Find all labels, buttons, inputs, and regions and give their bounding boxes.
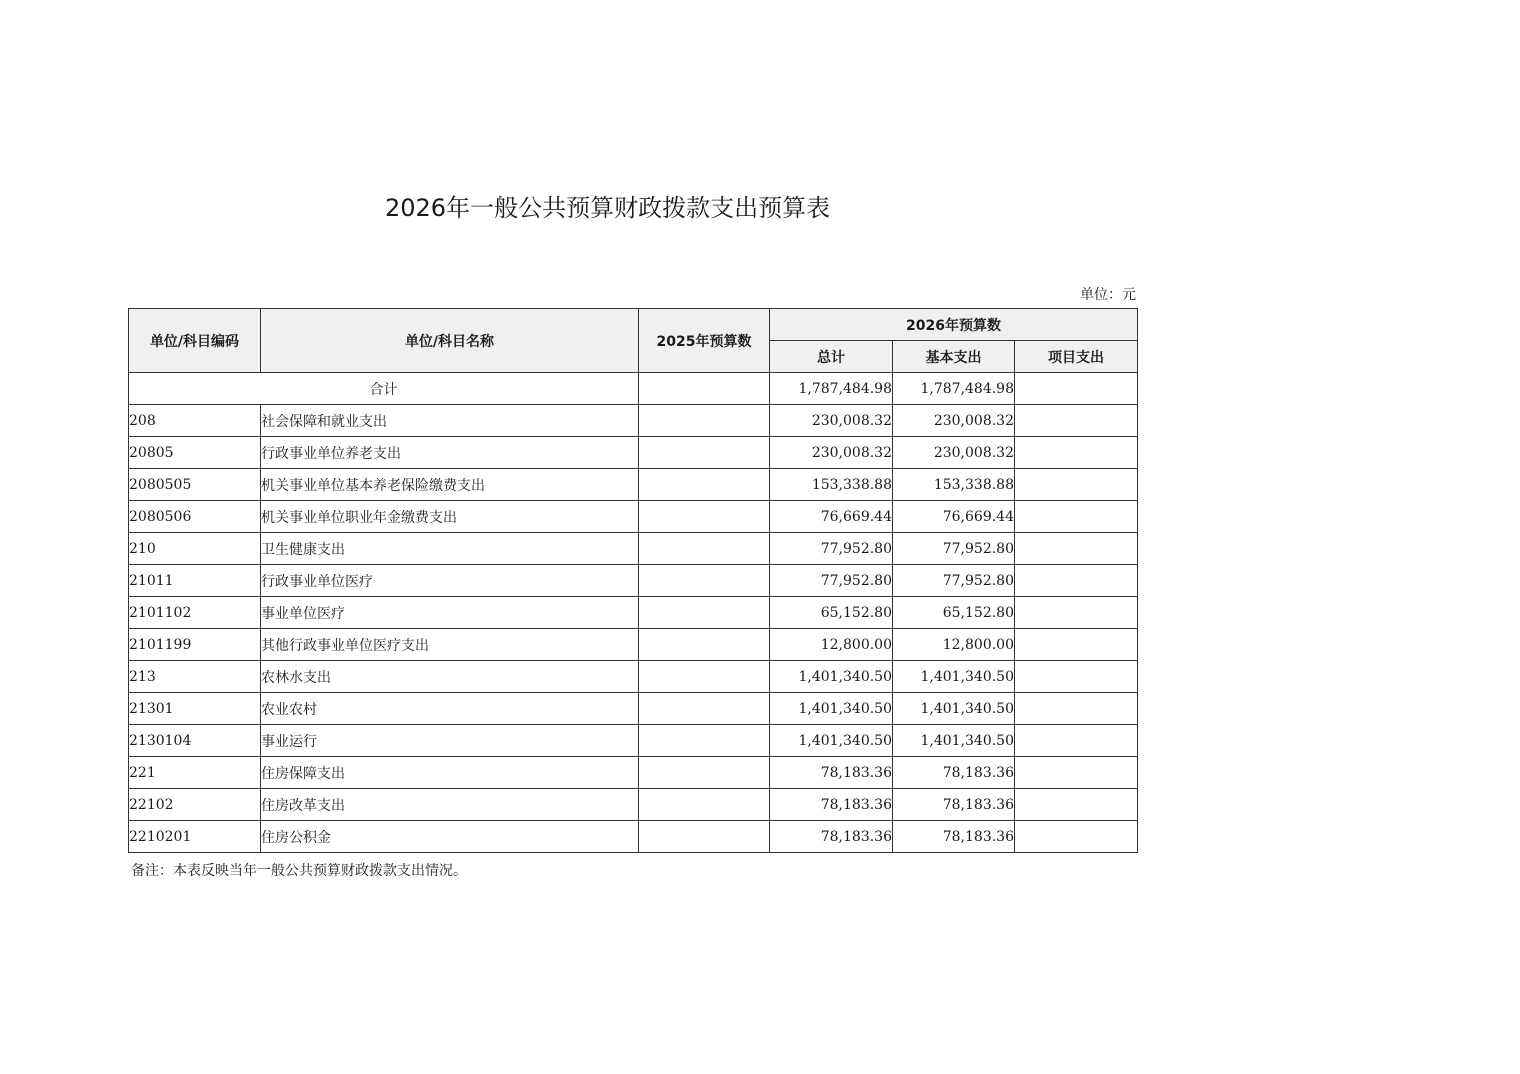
row-code: 22102 [129,789,261,821]
row-total: 12,800.00 [770,629,893,661]
row-name: 其他行政事业单位医疗支出 [261,629,639,661]
row-prev-budget [639,629,770,661]
row-project [1015,469,1138,501]
row-total: 78,183.36 [770,757,893,789]
header-basic: 基本支出 [893,341,1015,373]
total-basic: 1,787,484.98 [893,373,1015,405]
table-row [129,501,1138,533]
table-row [129,821,1138,853]
row-total: 230,008.32 [770,405,893,437]
row-name: 住房公积金 [261,821,639,853]
row-total: 1,401,340.50 [770,661,893,693]
row-prev-budget [639,693,770,725]
header-project: 项目支出 [1015,341,1138,373]
row-name: 卫生健康支出 [261,533,639,565]
row-project [1015,533,1138,565]
row-total: 65,152.80 [770,597,893,629]
row-total: 78,183.36 [770,789,893,821]
row-prev-budget [639,757,770,789]
table-row [129,661,1138,693]
row-basic: 77,952.80 [893,565,1015,597]
row-prev-budget [639,789,770,821]
row-name: 农业农村 [261,693,639,725]
row-basic: 230,008.32 [893,405,1015,437]
table-row [129,469,1138,501]
row-name: 事业单位医疗 [261,597,639,629]
header-code: 单位/科目编码 [129,309,261,373]
footnote: 备注：本表反映当年一般公共预算财政拨款支出情况。 [131,863,467,879]
row-code: 2101102 [129,597,261,629]
row-prev-budget [639,501,770,533]
row-basic: 65,152.80 [893,597,1015,629]
row-prev-budget [639,469,770,501]
row-name: 行政事业单位医疗 [261,565,639,597]
total-total: 1,787,484.98 [770,373,893,405]
row-name: 机关事业单位基本养老保险缴费支出 [261,469,639,501]
table-row [129,693,1138,725]
budget-table [128,308,1138,853]
row-project [1015,629,1138,661]
header-row-1 [129,309,1138,341]
row-project [1015,501,1138,533]
total-project [1015,373,1138,405]
table-row [129,629,1138,661]
row-code: 2210201 [129,821,261,853]
row-basic: 1,401,340.50 [893,725,1015,757]
table-row [129,405,1138,437]
total-prev-budget [639,373,770,405]
row-basic: 1,401,340.50 [893,693,1015,725]
row-code: 21011 [129,565,261,597]
row-project [1015,437,1138,469]
row-total: 77,952.80 [770,533,893,565]
table-row [129,757,1138,789]
row-prev-budget [639,661,770,693]
row-total: 78,183.36 [770,821,893,853]
row-name: 住房保障支出 [261,757,639,789]
row-total: 230,008.32 [770,437,893,469]
row-project [1015,725,1138,757]
row-code: 210 [129,533,261,565]
row-total: 1,401,340.50 [770,725,893,757]
total-label: 合计 [129,373,639,405]
row-name: 机关事业单位职业年金缴费支出 [261,501,639,533]
table-row [129,533,1138,565]
row-prev-budget [639,725,770,757]
row-project [1015,789,1138,821]
row-prev-budget [639,405,770,437]
row-project [1015,821,1138,853]
row-name: 住房改革支出 [261,789,639,821]
table-row [129,437,1138,469]
row-prev-budget [639,533,770,565]
row-basic: 78,183.36 [893,757,1015,789]
row-total: 77,952.80 [770,565,893,597]
row-prev-budget [639,565,770,597]
row-basic: 1,401,340.50 [893,661,1015,693]
row-code: 21301 [129,693,261,725]
row-code: 2130104 [129,725,261,757]
header-name: 单位/科目名称 [261,309,639,373]
row-total: 1,401,340.50 [770,693,893,725]
row-project [1015,661,1138,693]
row-name: 行政事业单位养老支出 [261,437,639,469]
row-code: 213 [129,661,261,693]
row-code: 221 [129,757,261,789]
header-total: 总计 [770,341,893,373]
total-row [129,373,1138,405]
row-name: 事业运行 [261,725,639,757]
row-total: 76,669.44 [770,501,893,533]
row-project [1015,405,1138,437]
row-basic: 230,008.32 [893,437,1015,469]
row-code: 2080506 [129,501,261,533]
table-row [129,597,1138,629]
row-prev-budget [639,597,770,629]
header-prev-budget: 2025年预算数 [639,309,770,373]
row-code: 2101199 [129,629,261,661]
row-basic: 12,800.00 [893,629,1015,661]
table-row [129,725,1138,757]
row-basic: 76,669.44 [893,501,1015,533]
row-prev-budget [639,821,770,853]
row-prev-budget [639,437,770,469]
row-name: 农林水支出 [261,661,639,693]
row-project [1015,597,1138,629]
row-basic: 78,183.36 [893,789,1015,821]
unit-label: 单位：元 [1080,287,1136,303]
row-project [1015,565,1138,597]
row-project [1015,693,1138,725]
table-row [129,789,1138,821]
page-title: 2026年一般公共预算财政拨款支出预算表 [385,194,831,222]
row-code: 2080505 [129,469,261,501]
row-code: 20805 [129,437,261,469]
row-basic: 78,183.36 [893,821,1015,853]
table-row [129,565,1138,597]
header-curr-budget: 2026年预算数 [770,309,1138,341]
row-total: 153,338.88 [770,469,893,501]
row-project [1015,757,1138,789]
row-name: 社会保障和就业支出 [261,405,639,437]
row-code: 208 [129,405,261,437]
row-basic: 77,952.80 [893,533,1015,565]
row-basic: 153,338.88 [893,469,1015,501]
